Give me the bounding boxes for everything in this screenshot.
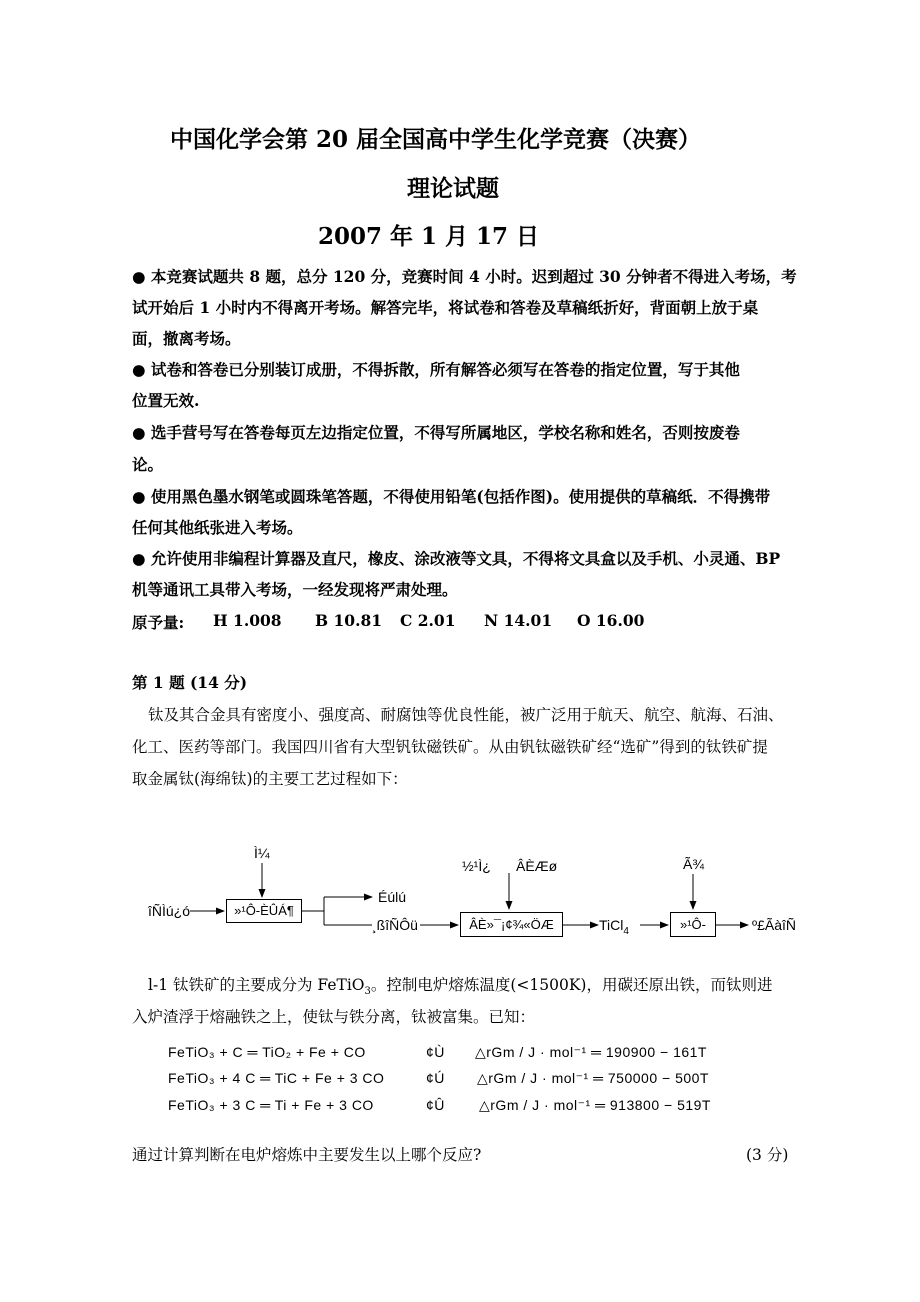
atomic-mass-b: B 10.81 — [315, 611, 383, 630]
rule-2-line-2: 位置无效. — [132, 391, 200, 410]
question-1-intro-3: 取金属钛(海绵钛)的主要工艺过程如下： — [132, 770, 408, 788]
rule-3-line-1: ● 选手营号写在答卷每页左边指定位置，不得写所属地区，学校名称和姓名，否则按废卷 — [132, 423, 740, 442]
atomic-mass-label: 原予量: — [132, 613, 185, 632]
box-reduction-smelting: »¹Ô-ÈÛÁ¶ — [226, 899, 302, 923]
atomic-mass-h: H 1.008 — [213, 611, 282, 630]
q1-1-line-2: 入炉渣浮于熔融铁之上，使钛与铁分离，钛被富集。已知： — [132, 1008, 536, 1026]
atomic-mass-n: N 14.01 — [484, 611, 553, 630]
q1-1-line-1 — [148, 973, 772, 997]
label-start: îÑÌú¿ó — [148, 903, 191, 919]
question-1-intro-2: 化工、医药等部门。我国四川省有大型钒钛磁铁矿。从由钒钛磁铁矿经“选矿”得到的钛铁矿提 — [132, 738, 768, 756]
label-carbon: Ì¼ — [254, 845, 270, 861]
rule-1-line-1: ● 本竞赛试题共 8 题，总分 120 分，竞赛时间 4 小时。迟到超过 30 分钟者不得进入考场，考 — [132, 267, 797, 286]
rule-5-line-1: ● 允许使用非编程计算器及直尺，橡皮、涂改液等文具，不得将文具盒以及手机、小灵通、BP — [132, 549, 781, 568]
q1-1-line-1b: 。控制电炉熔炼温度(<1500K)，用碳还原出铁，而钛则进 — [370, 976, 773, 994]
rule-4-line-2: 任何其他纸张进入考场。 — [132, 518, 303, 537]
rule-5-line-2: 机等通讯工具带入考场，一经发现将严肃处理。 — [132, 580, 458, 599]
ticl4-text: TiCl — [599, 917, 624, 933]
label-ticl4 — [599, 917, 629, 937]
rule-3-line-2: 论。 — [132, 455, 164, 474]
ticl4-subscript: 4 — [623, 925, 629, 937]
rule-1-line-3: 面，撤离考场。 — [132, 329, 241, 348]
equation-2-dg: △rGm / J · mol⁻¹ ═ 750000 − 500T — [477, 1070, 709, 1086]
label-sponge-ti: º£ÃàîÑ — [752, 917, 797, 933]
label-mg: Ã¾ — [683, 856, 705, 872]
exam-date: 2007 年 1 月 17 日 — [318, 223, 540, 250]
q1-1-question: 通过计算判断在电炉熔炼中主要发生以上哪个反应? — [132, 1146, 482, 1164]
equation-2-lhs: FeTiO₃ + 4 C ═ TiC + Fe + 3 CO — [168, 1070, 385, 1086]
equation-1-dg: △rGm / J · mol⁻¹ ═ 190900 − 161T — [475, 1044, 707, 1060]
page-subtitle: 理论试题 — [407, 175, 499, 202]
rule-1-line-2: 试开始后 1 小时内不得离开考场。解答完毕，将试卷和答卷及草稿纸折好，背面朝上放于桌 — [132, 298, 759, 317]
q1-1-line-1a: l-1 钛铁矿的主要成分为 FeTiO — [148, 976, 365, 994]
q1-1-points: (3 分) — [746, 1146, 789, 1164]
atomic-mass-o: O 16.00 — [577, 611, 645, 630]
equation-2-mark: ¢Ú — [426, 1070, 445, 1086]
rule-4-line-1: ● 使用黑色墨水钢笔或圆珠笔答题，不得使用铅笔(包括作图)。使用提供的草稿纸．不得携带 — [132, 487, 771, 506]
equation-3-mark: ¢Û — [426, 1097, 445, 1113]
box-chlorination-refining: ÂÈ»¯¡¢¾«ÖÆ — [460, 912, 563, 937]
label-pig-iron: Éúlú — [378, 889, 407, 905]
equation-1-lhs: FeTiO₃ + C ═ TiO₂ + Fe + CO — [168, 1044, 366, 1060]
label-coke: ½¹Ì¿ — [462, 858, 491, 874]
page-title: 中国化学会第 20 届全国高中学生化学竞赛（决赛） — [170, 126, 702, 153]
atomic-mass-c: C 2.01 — [400, 611, 456, 630]
equation-3-lhs: FeTiO₃ + 3 C ═ Ti + Fe + 3 CO — [168, 1097, 374, 1113]
q1-1-sub: 3 — [364, 986, 371, 998]
label-ti-slag: ¸ßîÑÔü — [372, 917, 418, 933]
question-1-heading: 第 1 题 (14 分) — [132, 673, 248, 692]
box-reduction: »¹Ô- — [670, 912, 716, 937]
label-chlorine: ÂÈÆø — [516, 858, 558, 874]
equation-1-mark: ¢Ù — [426, 1044, 445, 1060]
question-1-intro-1: 钛及其合金具有密度小、强度高、耐腐蚀等优良性能，被广泛用于航天、航空、航海、石油、 — [148, 706, 784, 724]
rule-2-line-1: ● 试卷和答卷已分别装订成册，不得拆散，所有解答必须写在答卷的指定位置，写于其他 — [132, 360, 740, 379]
equation-3-dg: △rGm / J · mol⁻¹ ═ 913800 − 519T — [479, 1097, 711, 1113]
